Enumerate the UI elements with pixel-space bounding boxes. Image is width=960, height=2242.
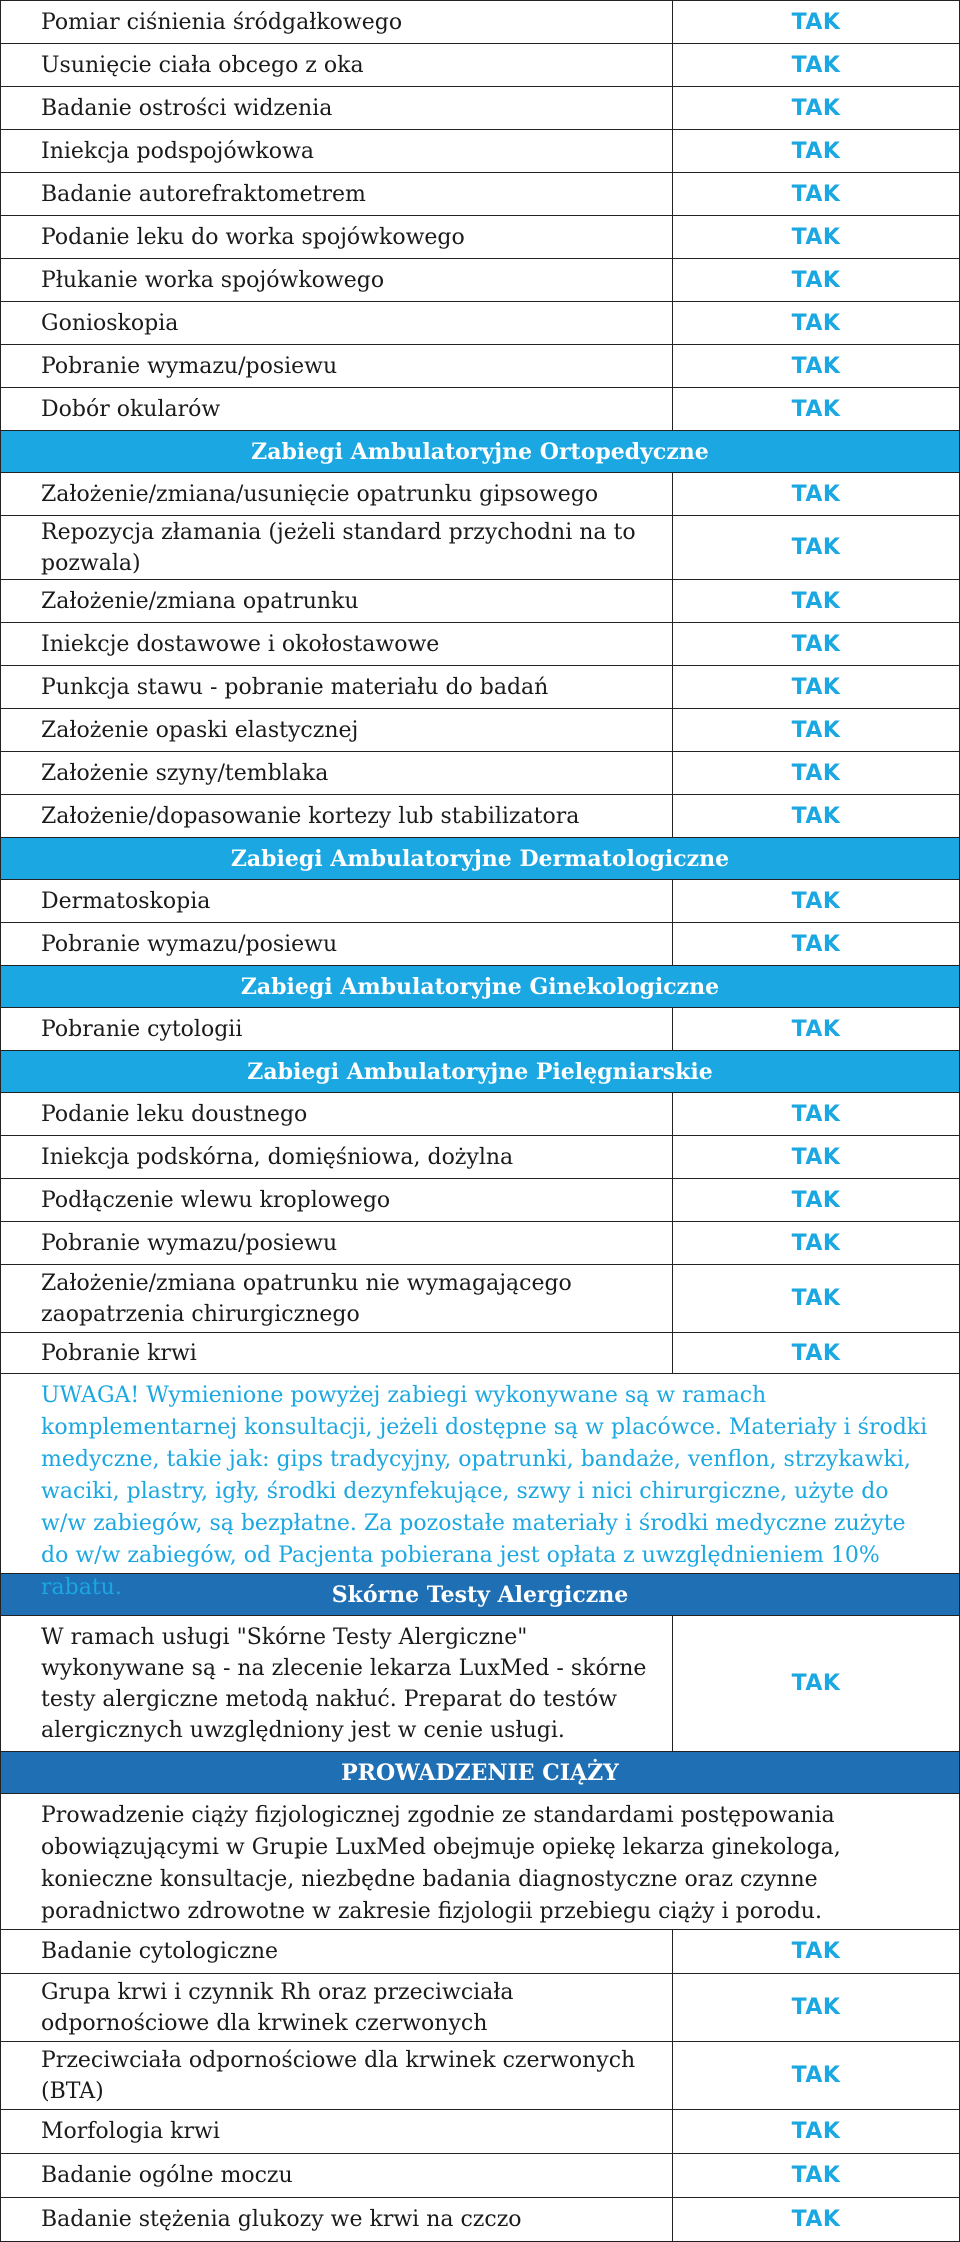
- table-row: [1, 302, 959, 345]
- procedure-name: Założenie/zmiana opatrunku: [1, 580, 673, 622]
- notice-text: UWAGA! Wymienione powyżej zabiegi wykonywane są w ramach komplementarnej konsultacji, jeżeli dostępne są w placówce. Materiały i środki medyczne, takie jak: gips tradycyjny, opatrunki, bandaże, venflon, strzykawki, waciki, plastry, igły, środki dezynfekujące, szwy i nici chirurgiczne, użyte do w/w zabiegów, są bezpłatne. Za pozostałe materiały i środki medyczne zużyte do w/w zabiegów, od Pacjenta pobierana jest opłata z uwzględnieniem 10% rabatu.: [1, 1374, 959, 1574]
- availability-value: TAK: [791, 2119, 841, 2144]
- eye-rows-group: [1, 1, 959, 431]
- table-row: [1, 173, 959, 216]
- table-row: [1, 345, 959, 388]
- procedure-name: Punkcja stawu - pobranie materiału do badań: [1, 666, 673, 708]
- table-row: [1, 795, 959, 838]
- table-row: [1, 1179, 959, 1222]
- availability-value: TAK: [791, 1939, 841, 1964]
- availability-value: TAK: [791, 760, 841, 786]
- table-row: [1, 666, 959, 709]
- table-row: [1, 1, 959, 44]
- section-header-ortho: Zabiegi Ambulatoryjne Ortopedyczne: [1, 431, 959, 473]
- table-row: [1, 1265, 959, 1333]
- availability-value: TAK: [791, 717, 841, 743]
- procedure-name: Pobranie wymazu/posiewu: [1, 345, 673, 387]
- table-row: [1, 880, 959, 923]
- procedure-name: Przeciwciała odpornościowe dla krwinek czerwonych (BTA): [1, 2042, 673, 2109]
- section-header-pregnancy: PROWADZENIE CIĄŻY: [1, 1752, 959, 1794]
- availability-value: TAK: [791, 2063, 841, 2088]
- section-header-nurse: Zabiegi Ambulatoryjne Pielęgniarskie: [1, 1051, 959, 1093]
- table-row: [1, 87, 959, 130]
- table-row: [1, 1930, 959, 1974]
- availability-value: TAK: [791, 2163, 841, 2188]
- pregnancy-intro-text: Prowadzenie ciąży fizjologicznej zgodnie ze standardami postępowania obowiązującymi w Grupie LuxMed obejmuje opiekę lekarza ginekologa, konieczne konsultacje, niezbędne badania diagnostyczne oraz czynne poradnictwo zdrowotne w zakresie fizjologii przebiegu ciąży i porodu.: [1, 1794, 959, 1930]
- procedure-name: Pomiar ciśnienia śródgałkowego: [1, 1, 673, 43]
- availability-value: TAK: [791, 803, 841, 829]
- procedure-name: Morfologia krwi: [1, 2110, 673, 2153]
- procedure-name: Dermatoskopia: [1, 880, 673, 922]
- availability-value: TAK: [791, 1340, 841, 1366]
- procedure-name: Pobranie wymazu/posiewu: [1, 923, 673, 965]
- availability-value: TAK: [791, 2207, 841, 2232]
- table-row: [1, 1974, 959, 2042]
- procedure-name: Badanie ogólne moczu: [1, 2154, 673, 2197]
- section-header-derm: Zabiegi Ambulatoryjne Dermatologiczne: [1, 838, 959, 880]
- table-row: [1, 130, 959, 173]
- procedure-name: Założenie szyny/temblaka: [1, 752, 673, 794]
- table-row: [1, 516, 959, 580]
- procedure-name: Pobranie wymazu/posiewu: [1, 1222, 673, 1264]
- procedure-name: Grupa krwi i czynnik Rh oraz przeciwciała odpornościowe dla krwinek czerwonych: [1, 1974, 673, 2041]
- availability-value: TAK: [791, 481, 841, 507]
- availability-value: TAK: [791, 588, 841, 614]
- table-row: [1, 2042, 959, 2110]
- availability-value: TAK: [791, 1995, 841, 2020]
- table-row: [1, 623, 959, 666]
- availability-value: TAK: [791, 674, 841, 700]
- table-row: [1, 2154, 959, 2198]
- availability-value: TAK: [791, 1016, 841, 1042]
- availability-value: TAK: [791, 631, 841, 657]
- procedure-name: Założenie/zmiana opatrunku nie wymagającego zaopatrzenia chirurgicznego: [1, 1265, 673, 1332]
- procedure-name: Pobranie krwi: [1, 1333, 673, 1373]
- availability-value: TAK: [791, 396, 841, 422]
- availability-value: TAK: [791, 1671, 841, 1696]
- table-row: [1, 752, 959, 795]
- table-row: [1, 2110, 959, 2154]
- procedure-name: Podanie leku doustnego: [1, 1093, 673, 1135]
- availability-value: TAK: [791, 224, 841, 250]
- procedure-name: Gonioskopia: [1, 302, 673, 344]
- table-row: [1, 2198, 959, 2242]
- procedure-name: Podanie leku do worka spojówkowego: [1, 216, 673, 258]
- table-row: [1, 259, 959, 302]
- procedure-name: Iniekcja podskórna, domięśniowa, dożylna: [1, 1136, 673, 1178]
- table-row: [1, 1093, 959, 1136]
- table-row: [1, 1136, 959, 1179]
- availability-value: TAK: [791, 888, 841, 914]
- procedure-name: Założenie/dopasowanie kortezy lub stabilizatora: [1, 795, 673, 837]
- procedure-name: Badanie stężenia glukozy we krwi na czczo: [1, 2198, 673, 2241]
- procedure-name: Badanie autorefraktometrem: [1, 173, 673, 215]
- availability-value: TAK: [791, 353, 841, 379]
- availability-value: TAK: [791, 1286, 841, 1311]
- procedure-name: W ramach usługi "Skórne Testy Alergiczne" wykonywane są - na zlecenie lekarza LuxMed - skórne testy alergiczne metodą nakłuć. Preparat do testów alergicznych uwzględniony jest w cenie usługi.: [1, 1616, 673, 1751]
- procedure-name: Założenie/zmiana/usunięcie opatrunku gipsowego: [1, 473, 673, 515]
- procedure-name: Założenie opaski elastycznej: [1, 709, 673, 751]
- availability-value: TAK: [791, 138, 841, 164]
- section-header-allergy: Skórne Testy Alergiczne: [1, 1574, 959, 1616]
- section-header-gyn: Zabiegi Ambulatoryjne Ginekologiczne: [1, 966, 959, 1008]
- availability-value: TAK: [791, 931, 841, 957]
- procedure-name: Badanie ostrości widzenia: [1, 87, 673, 129]
- procedure-name: Płukanie worka spojówkowego: [1, 259, 673, 301]
- table-row: [1, 923, 959, 966]
- procedure-name: Iniekcje dostawowe i okołostawowe: [1, 623, 673, 665]
- availability-value: TAK: [791, 1144, 841, 1170]
- table-row: [1, 216, 959, 259]
- availability-value: TAK: [791, 9, 841, 35]
- availability-value: TAK: [791, 535, 841, 560]
- table-row: [1, 709, 959, 752]
- table-row: [1, 1333, 959, 1374]
- table-row: [1, 388, 959, 431]
- table-row: [1, 1008, 959, 1051]
- availability-value: TAK: [791, 267, 841, 293]
- availability-value: TAK: [791, 1101, 841, 1127]
- availability-value: TAK: [791, 1187, 841, 1213]
- procedure-name: Repozycja złamania (jeżeli standard przychodni na to pozwala): [1, 516, 673, 579]
- procedure-name: Usunięcie ciała obcego z oka: [1, 44, 673, 86]
- availability-value: TAK: [791, 95, 841, 121]
- table-row: [1, 1616, 959, 1752]
- table-row: [1, 473, 959, 516]
- table-row: [1, 44, 959, 87]
- availability-value: TAK: [791, 310, 841, 336]
- availability-value: TAK: [791, 1230, 841, 1256]
- procedure-name: Badanie cytologiczne: [1, 1930, 673, 1973]
- procedure-name: Podłączenie wlewu kroplowego: [1, 1179, 673, 1221]
- table-row: [1, 1222, 959, 1265]
- procedure-name: Pobranie cytologii: [1, 1008, 673, 1050]
- table-row: [1, 580, 959, 623]
- availability-value: TAK: [791, 181, 841, 207]
- procedure-name: Iniekcja podspojówkowa: [1, 130, 673, 172]
- availability-value: TAK: [791, 52, 841, 78]
- procedure-name: Dobór okularów: [1, 388, 673, 430]
